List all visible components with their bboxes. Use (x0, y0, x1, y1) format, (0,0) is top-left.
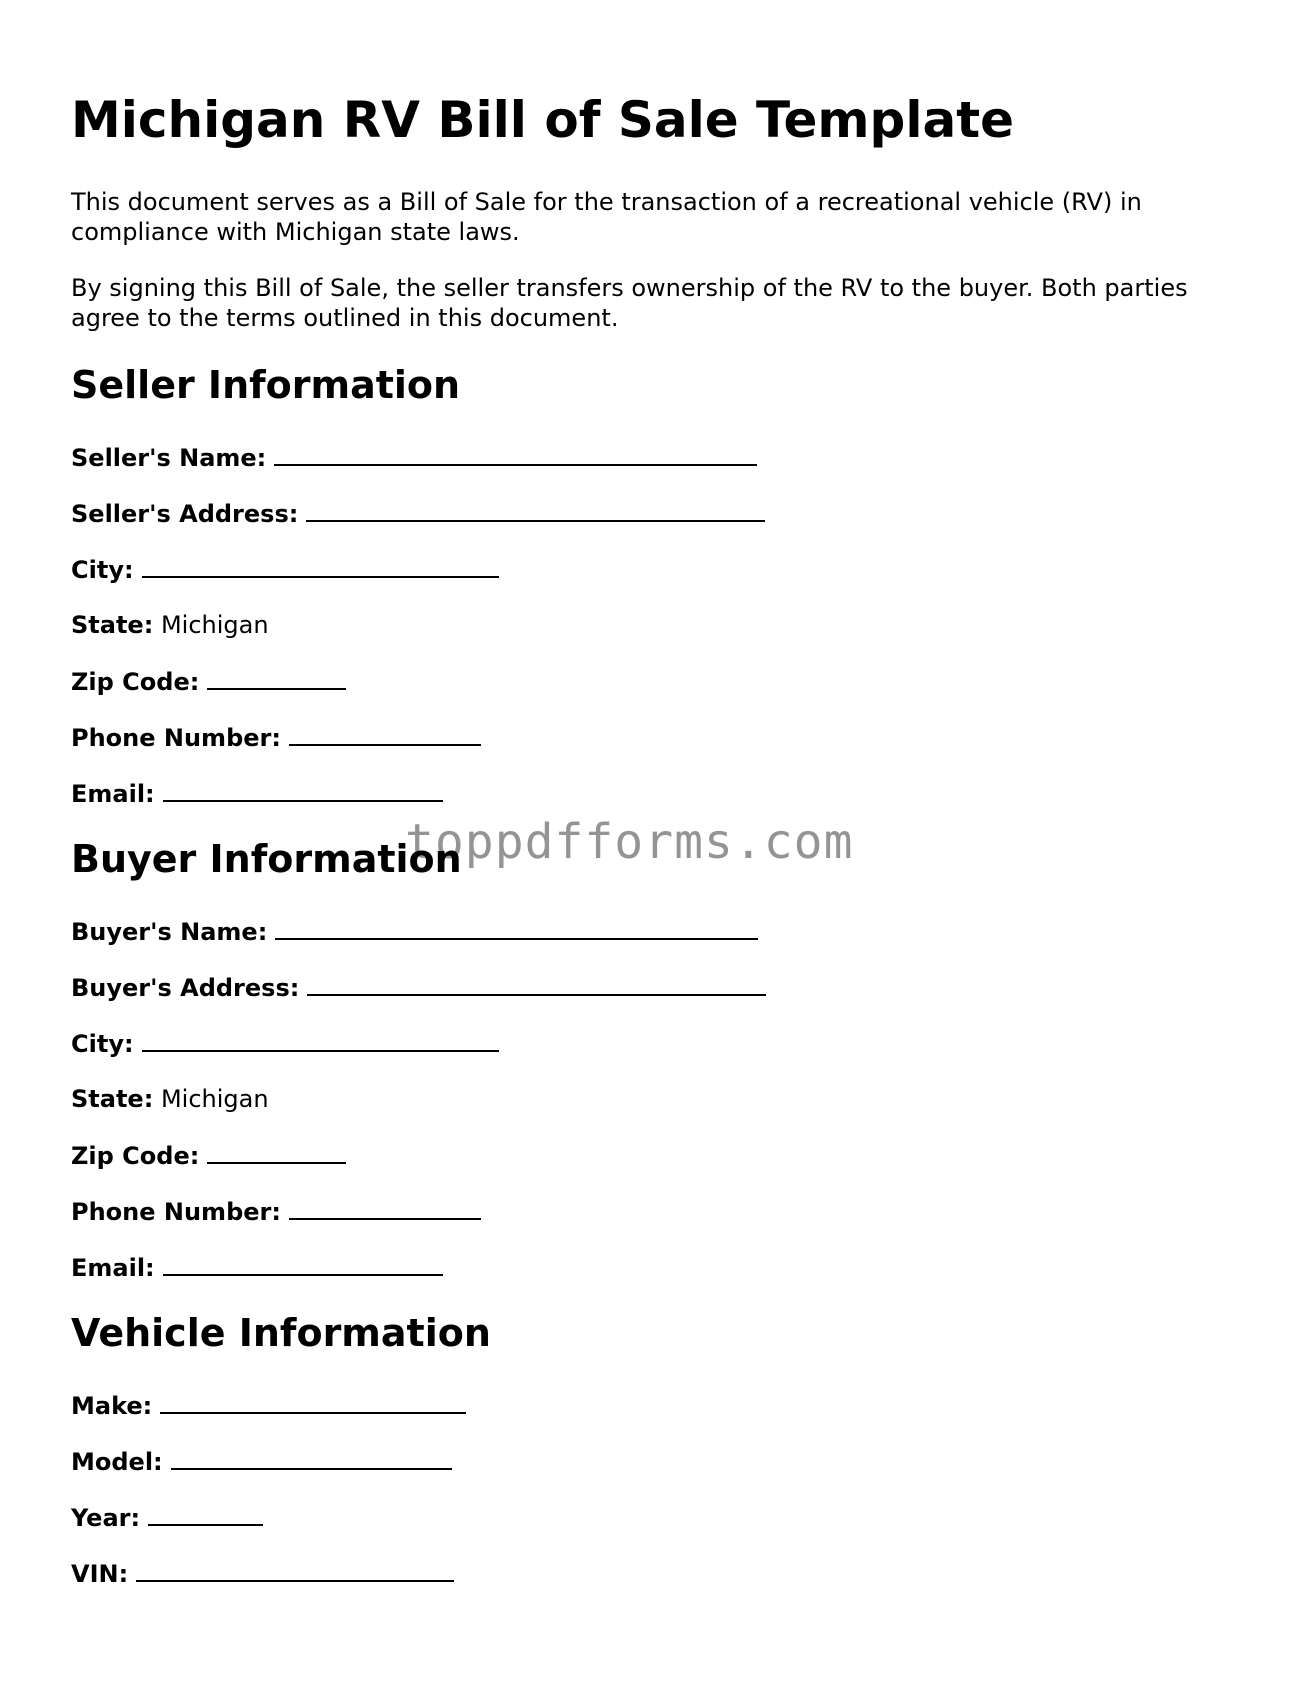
buyer-address-blank[interactable] (307, 972, 766, 996)
seller-zip-blank[interactable] (207, 666, 346, 690)
seller-section-heading: Seller Information (71, 363, 461, 407)
vehicle-make-blank[interactable] (160, 1390, 466, 1414)
buyer-email-label: Email: (71, 1254, 155, 1282)
buyer-email-field (71, 1252, 443, 1283)
seller-address-label: Seller's Address: (71, 500, 299, 528)
vehicle-model-blank[interactable] (171, 1446, 452, 1470)
buyer-name-blank[interactable] (275, 916, 758, 940)
vehicle-vin-blank[interactable] (136, 1558, 454, 1582)
page-title: Michigan RV Bill of Sale Template (71, 91, 1015, 149)
buyer-section-heading: Buyer Information (71, 837, 462, 881)
seller-address-blank[interactable] (306, 498, 765, 522)
buyer-city-field (71, 1028, 499, 1059)
buyer-zip-blank[interactable] (207, 1140, 346, 1164)
buyer-phone-label: Phone Number: (71, 1198, 281, 1226)
vehicle-year-label: Year: (71, 1504, 141, 1532)
seller-name-label: Seller's Name: (71, 444, 267, 472)
buyer-state-label: State: (71, 1085, 154, 1113)
seller-city-blank[interactable] (142, 554, 499, 578)
seller-zip-label: Zip Code: (71, 668, 200, 696)
buyer-city-label: City: (71, 1030, 134, 1058)
buyer-city-blank[interactable] (142, 1028, 499, 1052)
buyer-address-label: Buyer's Address: (71, 974, 300, 1002)
buyer-email-blank[interactable] (163, 1252, 443, 1276)
seller-phone-label: Phone Number: (71, 724, 281, 752)
seller-email-label: Email: (71, 780, 155, 808)
seller-zip-field (71, 666, 346, 697)
vehicle-vin-field (71, 1558, 454, 1589)
vehicle-make-label: Make: (71, 1392, 153, 1420)
vehicle-model-label: Model: (71, 1448, 163, 1476)
buyer-name-label: Buyer's Name: (71, 918, 268, 946)
seller-email-blank[interactable] (163, 778, 443, 802)
seller-email-field (71, 778, 443, 809)
buyer-zip-field (71, 1140, 346, 1171)
seller-city-field (71, 554, 499, 585)
vehicle-year-blank[interactable] (148, 1502, 263, 1526)
seller-city-label: City: (71, 556, 134, 584)
seller-state-field (71, 610, 269, 640)
transfer-paragraph: By signing this Bill of Sale, the seller transfers ownership of the RV to the buyer. Both parties agree to the terms outlined in this document. (71, 274, 1188, 332)
buyer-name-field (71, 916, 758, 947)
seller-phone-blank[interactable] (289, 722, 481, 746)
buyer-phone-blank[interactable] (289, 1196, 481, 1220)
vehicle-model-field (71, 1446, 452, 1477)
seller-phone-field (71, 722, 481, 753)
buyer-address-field (71, 972, 766, 1003)
vehicle-make-field (71, 1390, 466, 1421)
vehicle-vin-label: VIN: (71, 1560, 129, 1588)
buyer-phone-field (71, 1196, 481, 1227)
seller-name-blank[interactable] (274, 442, 757, 466)
seller-name-field (71, 442, 757, 473)
seller-state-label: State: (71, 611, 154, 639)
watermark: toppdfforms.com (405, 814, 854, 870)
seller-state-value: Michigan (160, 611, 269, 639)
buyer-zip-label: Zip Code: (71, 1142, 200, 1170)
seller-address-field (71, 498, 765, 529)
vehicle-section-heading: Vehicle Information (71, 1311, 491, 1355)
buyer-state-value: Michigan (160, 1085, 269, 1113)
vehicle-year-field (71, 1502, 263, 1533)
intro-paragraph: This document serves as a Bill of Sale for the transaction of a recreational vehicle (RV) in compliance with Michigan state laws. (71, 188, 1142, 246)
buyer-state-field (71, 1084, 269, 1114)
